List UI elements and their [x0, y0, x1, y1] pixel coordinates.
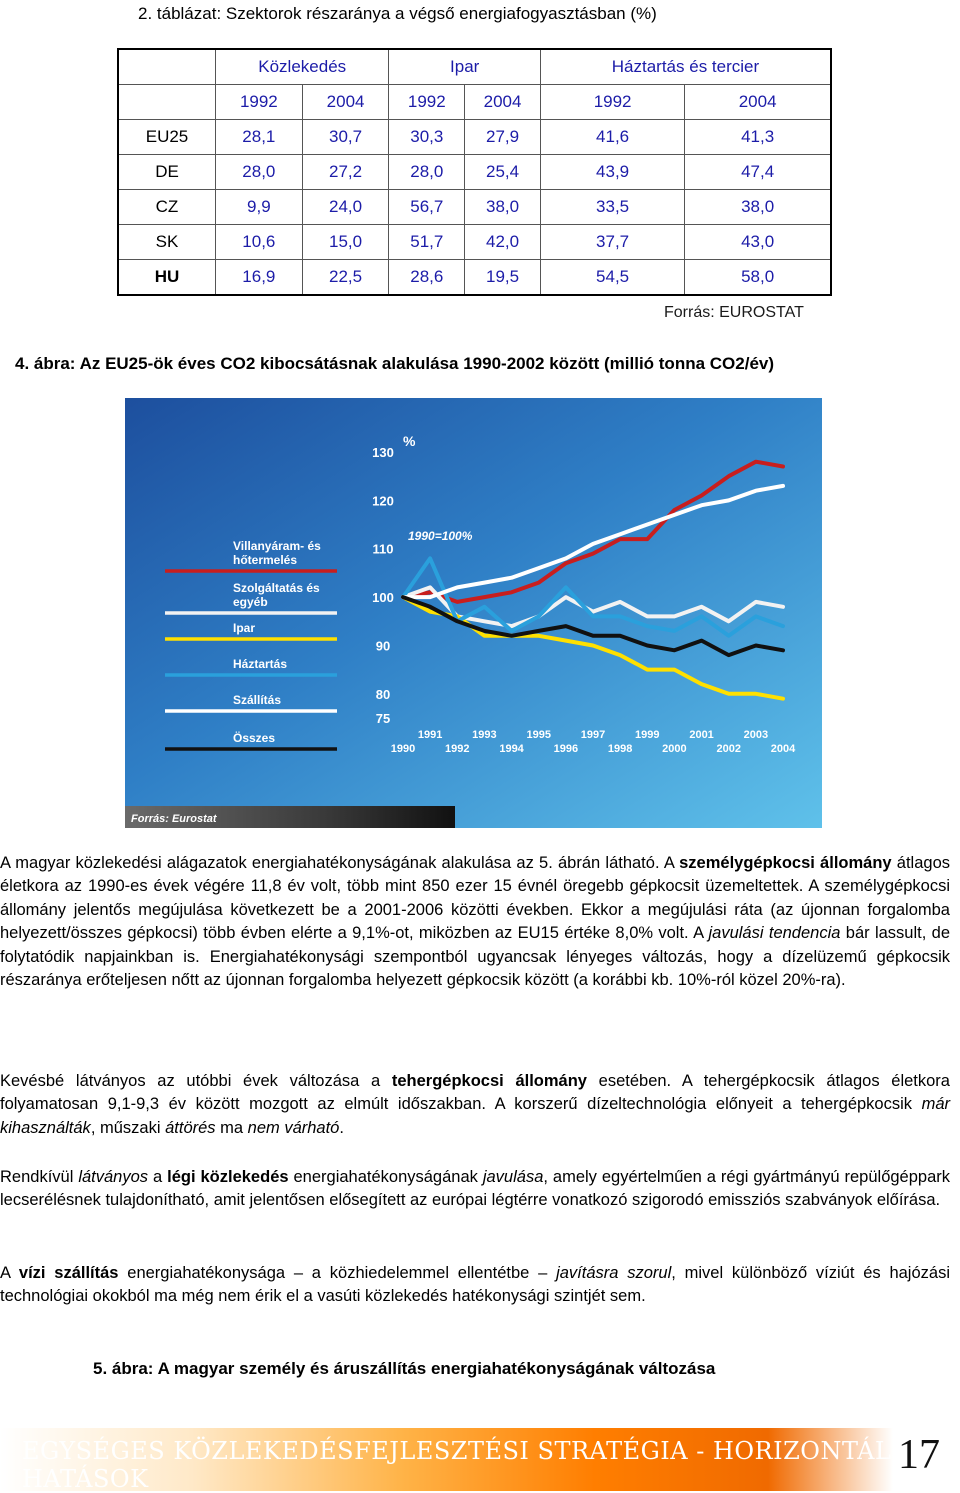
- x-tick-label: 2002: [716, 743, 741, 755]
- table-cell: 43,9: [540, 155, 684, 190]
- text-run: a: [148, 1168, 168, 1186]
- x-tick-label: 1994: [499, 743, 524, 755]
- text-run: A magyar közlekedési alágazatok energiahatékonyságának alakulása az 5. ábrán látható. A: [0, 854, 680, 872]
- table-cell: 38,0: [465, 190, 541, 225]
- year-header: 2004: [465, 85, 541, 120]
- table-cell: 16,9: [216, 260, 303, 296]
- year-header: 1992: [540, 85, 684, 120]
- table-cell: 24,0: [302, 190, 389, 225]
- text-run: áttörés: [165, 1118, 216, 1137]
- table-cell: 58,0: [685, 260, 831, 296]
- x-tick-label: 2004: [770, 743, 796, 755]
- table-year-header-row: [118, 85, 831, 120]
- legend-label: Szolgáltatás és: [233, 581, 320, 595]
- chart-svg: [125, 398, 822, 828]
- text-run: energiahatékonysága – a közhiedelemmel ellentétbe –: [118, 1264, 557, 1282]
- text-run: A: [0, 1264, 19, 1282]
- table-cell: 43,0: [685, 225, 831, 260]
- table-cell: 54,5: [540, 260, 684, 296]
- text-run: javításra szorul: [556, 1264, 672, 1282]
- text-run: ma: [215, 1118, 248, 1137]
- y-axis-unit: %: [403, 433, 416, 449]
- table-source: Forrás: EUROSTAT: [664, 304, 804, 321]
- y-tick-label: 120: [372, 493, 394, 509]
- sector-share-table: [117, 48, 832, 296]
- table-cell: 25,4: [465, 155, 541, 190]
- x-tick-label: 1996: [553, 743, 579, 755]
- text-run: , mivel különböző víziút és hajózási technológiai okokból ma még nem érik el a vasúti közlekedés hatékonysági szintjét sem.: [0, 1264, 950, 1306]
- row-label: CZ: [118, 190, 216, 225]
- table-cell: 47,4: [685, 155, 831, 190]
- text-run: javulása: [482, 1168, 544, 1186]
- legend-label: egyéb: [233, 595, 268, 609]
- table-cell: 28,1: [216, 120, 303, 155]
- legend-label: Villanyáram- és: [233, 539, 321, 553]
- chart-source: Forrás: Eurostat: [131, 813, 217, 825]
- co2-emission-chart: [125, 398, 822, 828]
- table-cell: 15,0: [302, 225, 389, 260]
- legend-label: Háztartás: [233, 657, 288, 671]
- table-cell: 30,3: [389, 120, 465, 155]
- y-tick-label: 110: [372, 541, 394, 557]
- table-title: 2. táblázat: Szektorok részaránya a végső energiafogyasztásban (%): [138, 4, 657, 23]
- x-tick-label: 1999: [635, 729, 660, 741]
- text-run: látványos: [78, 1168, 149, 1186]
- x-tick-label: 2003: [743, 729, 769, 741]
- row-label: HU: [118, 260, 216, 296]
- legend-label: Szállítás: [233, 693, 282, 707]
- text-run: Kevésbé látványos az utóbbi évek változása a: [0, 1072, 392, 1090]
- x-tick-label: 1993: [472, 729, 497, 741]
- x-tick-label: 2000: [662, 743, 687, 755]
- text-run: személygépkocsi állomány: [679, 854, 892, 872]
- group-header-transport: Közlekedés: [216, 49, 389, 85]
- year-header: 2004: [685, 85, 831, 120]
- y-tick-label: 100: [372, 590, 394, 606]
- row-label: SK: [118, 225, 216, 260]
- table-cell: 22,5: [302, 260, 389, 296]
- table-cell: 27,9: [465, 120, 541, 155]
- table-row: [118, 155, 831, 190]
- table-cell: 28,0: [389, 155, 465, 190]
- x-tick-label: 2001: [689, 729, 714, 741]
- y-tick-label: 90: [375, 638, 391, 654]
- table-row: [118, 120, 831, 155]
- table-cell: 51,7: [389, 225, 465, 260]
- x-tick-label: 1995: [526, 729, 551, 741]
- paragraph-2: [0, 1070, 950, 1140]
- table-cell: 28,6: [389, 260, 465, 296]
- text-run: már kihasználták: [0, 1095, 950, 1137]
- figure5-title: 5. ábra: A magyar személy és áruszállítás energiahatékonyságának változása: [93, 1359, 716, 1378]
- table-row: [118, 225, 831, 260]
- table-cell: 38,0: [685, 190, 831, 225]
- legend-label: hőtermelés: [233, 553, 298, 567]
- baseline-annotation: 1990=100%: [408, 529, 473, 543]
- x-tick-label: 1997: [580, 729, 606, 741]
- text-run: esetében. A tehergépkocsik átlagos életkora folyamatosan 9,1-9,3 év között mozgott az elmúlt időszakban. A korszerű dízeltechnológia előnyeit a tehergépkocsik: [0, 1072, 950, 1114]
- text-run: bár lassult, de folytatódik napjainkban is. Energiahatékonysági szempontból ugyancsak lényeges változás, hogy a dízelüzemű gépkocsik részaránya erőteljesen nőtt az újonnan forgalomba helyezett gépkocsik között (a korábbi kb. 10%-ról közel 20%-ra).: [0, 924, 950, 990]
- text-run: nem várható: [247, 1118, 340, 1137]
- x-tick-label: 1998: [607, 743, 633, 755]
- x-tick-label: 1992: [445, 743, 470, 755]
- footer-title: EGYSÉGES KÖZLEKEDÉSFEJLESZTÉSI STRATÉGIA - HORIZONTÁLIS HATÁSOK: [22, 1437, 919, 1493]
- table-cell: 27,2: [302, 155, 389, 190]
- legend-label: Összes: [233, 731, 276, 745]
- x-tick-label: 1991: [417, 729, 443, 741]
- table-row: [118, 190, 831, 225]
- page-number: 17: [898, 1432, 940, 1478]
- text-run: vízi szállítás: [18, 1264, 119, 1282]
- table-cell: 37,7: [540, 225, 684, 260]
- y-tick-label: 80: [375, 686, 391, 702]
- text-run: energiahatékonyságának: [288, 1168, 483, 1186]
- x-tick-label: 1990: [390, 743, 416, 755]
- paragraph-4: [0, 1262, 950, 1309]
- text-run: , amely egyértelműen a régi gyártmányú repülőgéppark lecserélésnek tulajdonítható, amit jelentősen elősegített az európai légtérre vonatkozó szigorodó emissziós szabványok előírása.: [0, 1168, 950, 1210]
- text-run: légi közlekedés: [167, 1168, 289, 1186]
- text-run: tehergépkocsi állomány: [391, 1072, 587, 1090]
- y-tick-label: 75: [375, 711, 391, 726]
- table-corner-cell: [118, 49, 216, 85]
- year-header: 1992: [216, 85, 303, 120]
- table-row: [118, 260, 831, 296]
- text-run: , műszaki: [90, 1118, 166, 1137]
- table-cell: 41,6: [540, 120, 684, 155]
- table-cell: 41,3: [685, 120, 831, 155]
- text-run: átlagos életkora az 1990-es évek végére 11,8 év volt, több mint 850 ezer 15 évnél öregebb gépkocsit üzemeltettek. A személygépkocsi állomány jelentős megújulása következett be a 2001-2006 közötti években. Ekkor a megújulási ráta (az újonnan forgalomba helyezett/összes gépkocsi) több évben elérte a 9,1%-ot, miközben az EU15 értéke 8,0% volt. A: [0, 854, 950, 943]
- table-corner-cell: [118, 85, 216, 120]
- table-cell: 33,5: [540, 190, 684, 225]
- table-cell: 56,7: [389, 190, 465, 225]
- table-cell: 10,6: [216, 225, 303, 260]
- y-tick-label: 130: [372, 445, 394, 460]
- text-run: javulási tendencia: [708, 924, 841, 943]
- table-cell: 9,9: [216, 190, 303, 225]
- legend-label: Ipar: [233, 621, 256, 635]
- table-cell: 42,0: [465, 225, 541, 260]
- table-cell: 30,7: [302, 120, 389, 155]
- figure4-title: 4. ábra: Az EU25-ök éves CO2 kibocsátásnak alakulása 1990-2002 között (millió tonna CO2/év): [15, 354, 775, 373]
- row-label: DE: [118, 155, 216, 190]
- text-run: .: [339, 1118, 344, 1137]
- table-cell: 28,0: [216, 155, 303, 190]
- table-cell: 19,5: [465, 260, 541, 296]
- year-header: 2004: [302, 85, 389, 120]
- year-header: 1992: [389, 85, 465, 120]
- paragraph-1: [0, 852, 950, 992]
- group-header-household: Háztartás és tercier: [540, 49, 831, 85]
- text-run: Rendkívül: [0, 1168, 79, 1186]
- row-label: EU25: [118, 120, 216, 155]
- paragraph-3: [0, 1166, 950, 1213]
- table-group-header-row: [118, 49, 831, 85]
- group-header-industry: Ipar: [389, 49, 541, 85]
